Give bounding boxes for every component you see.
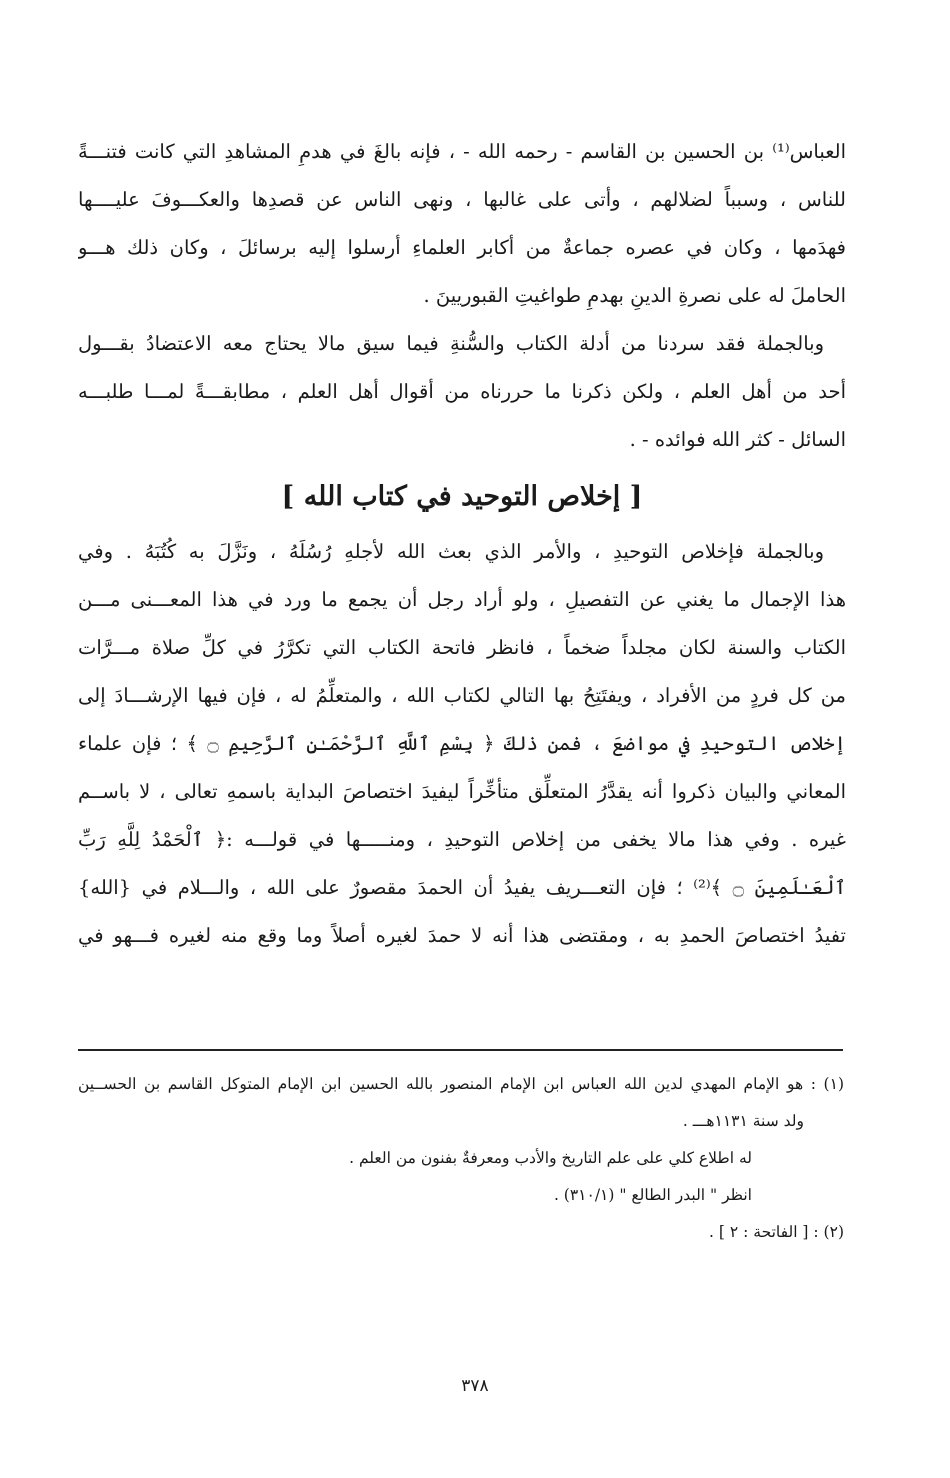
body-line: وبالجملة فقد سردنا من أدلة الكتاب والسُّنةِ فيما سيق مالا يحتاج معه الاعتضادُ بقـــول	[78, 332, 825, 355]
page-number: ٣٧٨	[461, 1376, 489, 1396]
body-line: من كل فردٍ من الأفراد ، ويفتَتِحُ بها التالي لكتاب الله ، والمتعلِّمُ له ، فإن فيها الإرشـــادَ إلى	[78, 684, 846, 707]
footnote-line: ولد سنة ١١٣١هـــ .	[682, 1112, 804, 1130]
body-line: وبالجملة فإخلاص التوحيدِ ، والأمر الذي بعث الله لأجلهِ رُسُلَهُ ، ونَزَّلَ به كُتُبَهُ . وفي	[78, 540, 824, 563]
body-line: الحاملَ له على نصرةِ الدينِ بهدمِ طواغيتِ القبوريينَ .	[423, 284, 846, 307]
footnote-divider	[78, 1049, 843, 1051]
body-line: فهدَمها ، وكان في عصره جماعةٌ من أكابر العلماءِ أرسلوا إليه برسائلَ ، وكان ذلك هـــو	[78, 236, 846, 259]
footnote-line: له اطلاع كلي على علم التاريخ والأدب ومعرفةٌ بفنون من العلم .	[349, 1149, 752, 1167]
body-line: الكتاب والسنة لكان مجلداً ضخماً ، فانظر فاتحة الكتاب التي تكرَّرُ في كلِّ صلاة مـــرَّات	[78, 636, 846, 659]
page-body	[78, 128, 846, 960]
footnotes	[78, 1066, 844, 1251]
footnote-line: (١) : هو الإمام المهدي لدين الله العباس ابن الإمام المنصور بالله الحسين ابن الإمام المتوكل القاسم بن الحســين	[78, 1075, 844, 1093]
body-line: إخلاص التوحيدِ في مواضعَ ، فمن ذلكَ ﴿ بِسْمِ ٱللَّهِ ٱلرَّحْمَـٰنِ ٱلرَّحِيمِ ۝ ﴾ ؛ فإن علماء	[78, 732, 846, 755]
body-line: المعاني والبيان ذكروا أنه يقدَّرُ المتعلِّق متأخِّراً ليفيدَ اختصاصَ البداية باسمهِ تعالى ، لا باســم	[78, 780, 846, 803]
body-line: العباس⁽¹⁾ بن الحسين بن القاسم - رحمه الله - ، فإنه بالغَ في هدمِ المشاهدِ التي كانت فتنـــةً	[78, 140, 846, 163]
body-line: تفيدُ اختصاصَ الحمدِ به ، ومقتضى هذا أنه لا حمدَ لغيره أصلاً وما وقع منه لغيره فـــهو في	[78, 924, 846, 947]
footnote-line: (٢) : [ الفاتحة : ٢ ] .	[709, 1223, 844, 1241]
section-heading: [ إخلاص التوحيد في كتاب الله ]	[281, 481, 643, 512]
body-line: غيره . وفي هذا مالا يخفى من إخلاص التوحيدِ ، ومنـــــها في قولـــه :﴿ ٱلْحَمْدُ لِلَّهِ رَبِّ	[78, 828, 846, 851]
body-line: للناس ، وسبباً لضلالهم ، وأتى على غالبها ، ونهى الناس عن قصدِها والعكـــوفَ عليــــها	[78, 188, 846, 211]
body-line: هذا الإجمال ما يغني عن التفصيلِ ، ولو أراد رجل أن يجمع ما ورد في هذا المعـــنى مـــن	[78, 588, 846, 611]
body-line: ٱلْعَـٰلَمِينَ ۝ ﴾⁽²⁾ ؛ فإن التعـــريف يفيدُ أن الحمدَ مقصورٌ على الله ، والـــلام في {الله}	[78, 876, 846, 899]
body-line: أحد من أهل العلم ، ولكن ذكرنا ما حررناه من أقوال أهل العلم ، مطابقـــةً لمـــا طلبـــه	[78, 380, 846, 403]
footnote-line: انظر " البدر الطالع " (٣١٠/١) .	[553, 1186, 752, 1204]
body-line: السائل - كثر الله فوائده - .	[629, 428, 846, 451]
